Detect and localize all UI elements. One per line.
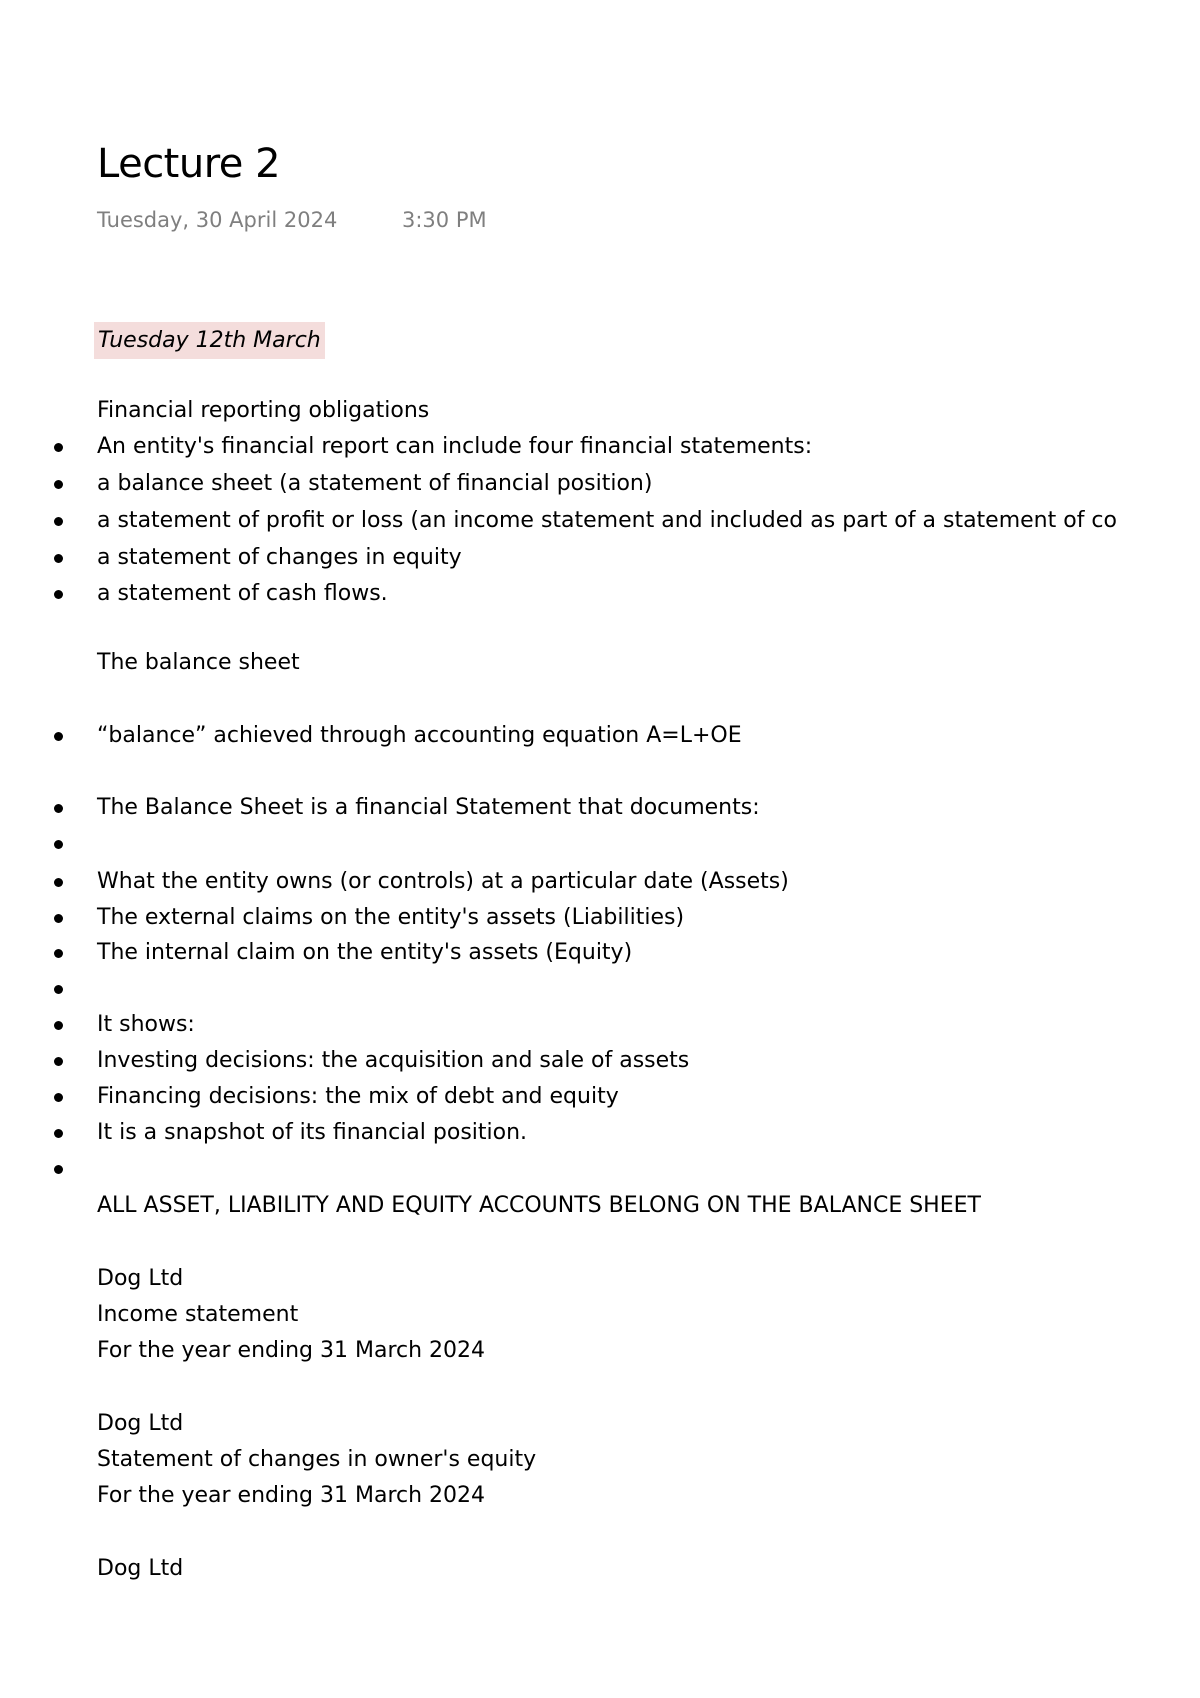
bullet-dot xyxy=(54,1165,63,1174)
income-statement-name: Income statement xyxy=(97,1302,299,1327)
bullet-dot xyxy=(54,949,63,958)
income-statement-period: For the year ending 31 March 2024 xyxy=(97,1338,486,1363)
equity-statement-period: For the year ending 31 March 2024 xyxy=(97,1483,486,1508)
list-item: Financing decisions: the mix of debt and equity xyxy=(97,1084,619,1109)
list-item: It is a snapshot of its financial position. xyxy=(97,1120,528,1145)
list-item: An entity's financial report can include four financial statements: xyxy=(97,434,813,459)
list-item: Investing decisions: the acquisition and sale of assets xyxy=(97,1048,690,1073)
bullet-dot xyxy=(54,985,63,994)
section-heading-balance-sheet: The balance sheet xyxy=(97,650,300,675)
section-heading-reporting: Financial reporting obligations xyxy=(97,398,430,423)
equity-statement-company: Dog Ltd xyxy=(97,1411,184,1436)
income-statement-company: Dog Ltd xyxy=(97,1266,184,1291)
bullet-dot xyxy=(54,1057,63,1066)
list-item: a statement of profit or loss (an income statement and included as part of a statement of co xyxy=(97,508,1117,533)
bullet-dot xyxy=(54,1129,63,1138)
list-item: It shows: xyxy=(97,1012,195,1037)
bullet-dot xyxy=(54,732,63,741)
bullet-dot xyxy=(54,517,63,526)
bullet-dot xyxy=(54,480,63,489)
page-title: Lecture 2 xyxy=(97,141,281,187)
bullet-dot xyxy=(54,443,63,452)
page-time: 3:30 PM xyxy=(402,208,487,232)
bullet-dot xyxy=(54,804,63,813)
equity-statement-name: Statement of changes in owner's equity xyxy=(97,1447,537,1472)
bullet-dot xyxy=(54,914,63,923)
page-timestamp xyxy=(97,205,487,235)
caps-note: ALL ASSET, LIABILITY AND EQUITY ACCOUNTS BELONG ON THE BALANCE SHEET xyxy=(97,1193,981,1218)
bullet-dot xyxy=(54,590,63,599)
list-item: a balance sheet (a statement of financial position) xyxy=(97,471,653,496)
list-item: The internal claim on the entity's assets (Equity) xyxy=(97,940,633,965)
bullet-dot xyxy=(54,878,63,887)
third-statement-company: Dog Ltd xyxy=(97,1556,184,1581)
bullet-dot xyxy=(54,840,63,849)
list-item: a statement of cash flows. xyxy=(97,581,388,606)
list-item: What the entity owns (or controls) at a particular date (Assets) xyxy=(97,869,789,894)
list-item: “balance” achieved through accounting equation A=L+OE xyxy=(97,723,742,748)
list-item: The Balance Sheet is a financial Statement that documents: xyxy=(97,795,760,820)
bullet-dot xyxy=(54,1093,63,1102)
page-date: Tuesday, 30 April 2024 xyxy=(97,208,338,232)
bullet-dot xyxy=(54,1021,63,1030)
list-item: a statement of changes in equity xyxy=(97,545,462,570)
list-item: The external claims on the entity's assets (Liabilities) xyxy=(97,905,685,930)
highlighted-date: Tuesday 12th March xyxy=(94,322,325,359)
bullet-dot xyxy=(54,554,63,563)
